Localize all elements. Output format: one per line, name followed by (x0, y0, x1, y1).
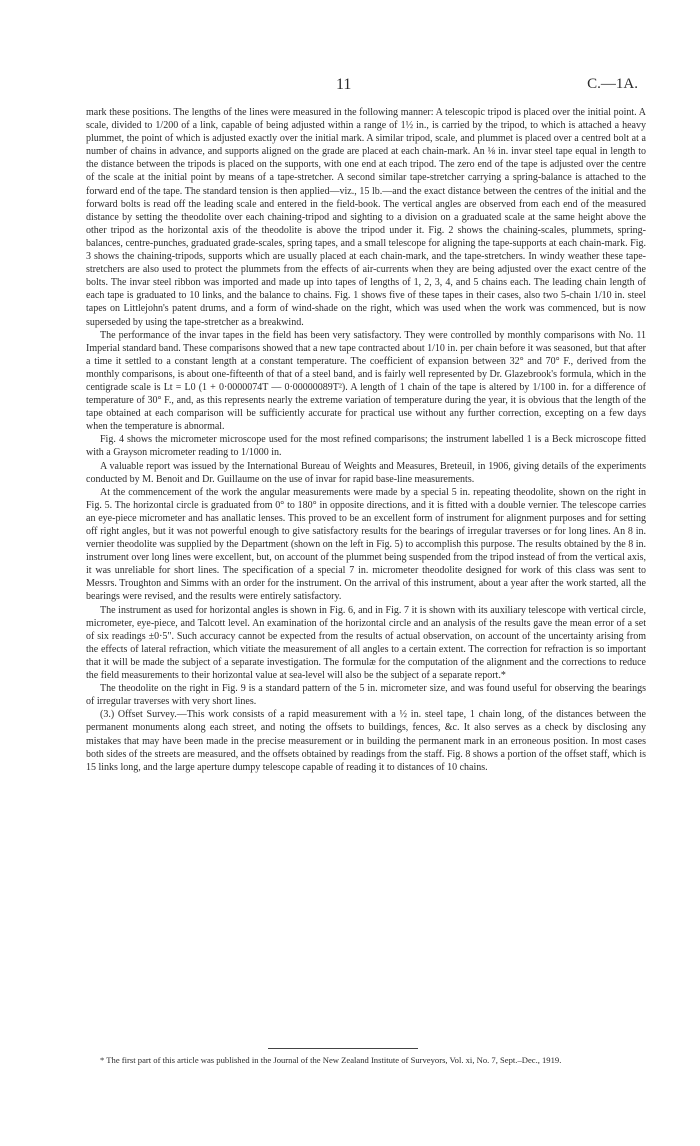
paragraph-horizontal-angles: The instrument as used for horizontal angles is shown in Fig. 6, and in Fig. 7 it is shown with its auxiliary telescope with vertical circle, micrometer, eye-piece, and Talcott level. An examination of the horizontal circle and an analysis of the results gave the mean error of a set of six readings ±0·5". Such accuracy cannot be expected from the results of actual observation, on account of the uncertainty arising from the effects of lateral refraction, which vitiate the measurement of all angles to a certain extent. The correction for refraction is so important that it will be made the subject of a separate investigation. The formulæ for the computation of the alignment and the corrections to reduce the field measurements to their horizontal value at sea-level will also be the subject of a separate report.* (86, 604, 646, 682)
body-text (86, 106, 646, 774)
paragraph-standard-pattern: The theodolite on the right in Fig. 9 is a standard pattern of the 5 in. micrometer size, and was found useful for observing the bearings of irregular traverses with very short lines. (86, 683, 646, 708)
footnote: * The first part of this article was published in the Journal of the New Zealand Institute of Surveyors, Vol. xi, No. 7, Sept.–Dec., 1919. (100, 1055, 562, 1065)
page-number: 11 (336, 76, 352, 93)
paragraph-report: A valuable report was issued by the International Bureau of Weights and Measures, Breteuil, in 1906, giving details of the experiments conducted by M. Benoit and Dr. Guillaume on the use of invar for rapid base-line measurements. (86, 460, 646, 485)
paragraph-offset-survey: (3.) Offset Survey.—This work consists of a rapid measurement with a ½ in. steel tape, 1 chain long, of the distances between the permanent monuments along each street, and noting the offsets to buildings, fences, &c. It also serves as a check by disclosing any mistakes that may have been made in the precise measurement or in building the permanent mark in an erroneous position. In most cases both sides of the streets are measured, and the offsets obtained by readings from the staff. Fig. 8 shows a portion of the offset staff, which is 15 links long, and the large aperture dumpy telescope capable of reading it to distances of 10 chains. (86, 709, 646, 773)
page-header (0, 76, 700, 100)
paragraph-measurement-method: mark these positions. The lengths of the lines were measured in the following manner: A telescopic tripod is placed over the initial point. A scale, divided to 1/200 of a link, capable of being adjusted within a range of 1½ in., is carried by the tripod, to which is attached a heavy plummet, the point of which is adjusted exactly over the initial mark. A similar tripod, scale, and plummet is placed over a centred bolt at a number of chains in advance, and supports aligned on the grade are placed at each chain-mark. An ⅛ in. invar steel tape equal in length to the distance between the tripods is placed on the supports, with one end at each tripod. The zero end of the tape is adjusted over the centre of the scale at the initial point by means of a tape-stretcher. A second similar tape-stretcher carrying a spring-balance is attached to the forward end of the tape. The standard tension is then applied—viz., 15 lb.—and the exact distance between the centres of the initial and the forward bolts is read off the leading scale and entered in the field-book. The vertical angles are observed from each end of the measured distance by setting the theodolite over each chaining-tripod and sighting to a division on a graduated scale at the same height above the other tripod as the horizontal axis of the theodolite is above the tripod under it. Fig. 2 shows the chaining-scales, plummets, spring-balances, centre-punches, graduated grade-scales, spring tapes, and a small telescope for aligning the tape-supports at each chain-mark. Fig. 3 shows the chaining-tripods, supports which are usually placed at each chain-mark, and the tape-stretchers. In windy weather these tape-stretchers are also used to protect the plummets from the effects of air-currents when they are being adjusted over the exact centre of the bolts. The invar steel ribbon was imported and made up into tapes of lengths of 1, 2, 3, 4, and 5 chains each. The leading chain length of each tape is graduated to 10 links, and the balance to chains. Fig. 1 shows five of these tapes in their cases, also two 5-chain 1/10 in. steel tapes on Littlejohn's patent drums, and a form of wind-shade on the right, which was used when the work was commenced, but is now superseded by using the tape-stretcher as a breakwind. (86, 107, 646, 328)
footnote-divider (268, 1048, 418, 1049)
paragraph-micrometer: Fig. 4 shows the micrometer microscope used for the most refined comparisons; the instrument labelled 1 is a Beck microscope fitted with a Grayson micrometer reading to 1/1000 in. (86, 434, 646, 459)
document-code: C.—1A. (587, 76, 638, 92)
paragraph-invar-tapes: The performance of the invar tapes in the field has been very satisfactory. They were controlled by monthly comparisons with No. 11 Imperial standard band. These comparisons showed that a new tape contracted about 1/10 in. per chain before it was seasoned, but that after a time it settled to a constant length at a constant temperature. The coefficient of expansion between 32° and 70° F., derived from the monthly comparisons, is about one-fifteenth of that of a steel band, and is fairly well represented by Dr. Glazebrook's formula, which in the centigrade scale is Lt = L0 (1 + 0·0000074T — 0·00000089T²). A length of 1 chain of the tape is altered by 1/100 in. for a difference of temperature of 30° F., and, as this represents nearly the extreme variation of temperature during the year, it is obvious that the length of the tape obtained at each comparison will be sufficiently accurate for practical use without any further correction, excepting on a few days when the temperature is abnormal. (86, 329, 646, 433)
paragraph-theodolite: At the commencement of the work the angular measurements were made by a special 5 in. repeating theodolite, shown on the right in Fig. 5. The horizontal circle is graduated from 0° to 180° in opposite directions, and it is fitted with a double vernier. The telescope carries an eye-piece micrometer and has anallatic lenses. This proved to be an excellent form of instrument for alignment purposes and for setting off right angles, but it was not powerful enough to give satisfactory results for the bearings of irregular traverses or for long lines. An 8 in. vernier theodolite was supplied by the Department (shown on the left in Fig. 5) to accomplish this purpose. The results obtained by the 8 in. instrument over long lines were excellent, but, on account of the plummet being suspended from the tripod instead of from the vertical axis, it was unreliable for short lines. The specification of a special 7 in. micrometer theodolite designed for work of this class was sent to Messrs. Troughton and Simms with an order for the instrument. On the arrival of this instrument, about a year after the work started, all the bearings were revised, and the results were entirely satisfactory. (86, 486, 646, 603)
